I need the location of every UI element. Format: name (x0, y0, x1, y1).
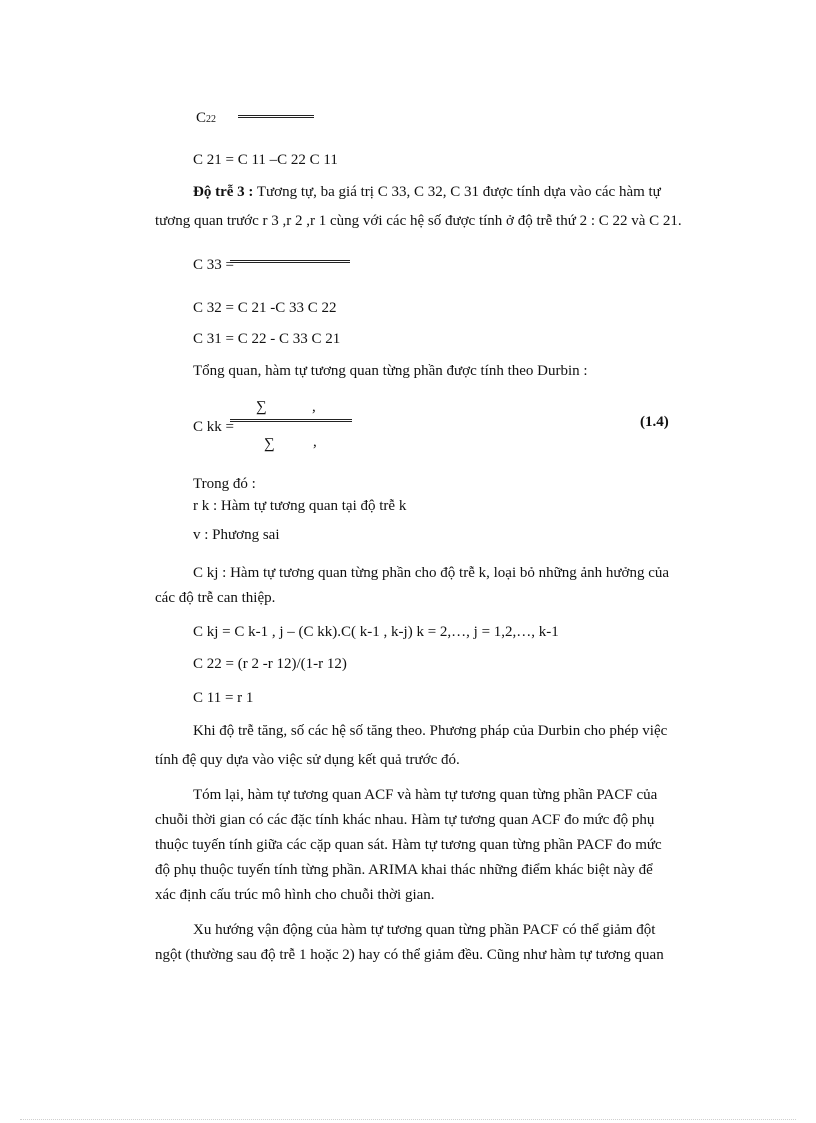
where-label: Trong đó : (193, 476, 256, 492)
paragraph1-line1: Khi độ trễ tăng, số các hệ số tăng theo. Phương pháp của Durbin cho phép việc (193, 723, 668, 739)
comma-denominator: , (313, 434, 317, 450)
eq-c11: C 11 = r 1 (193, 690, 254, 706)
eq-c22-label (196, 108, 216, 130)
definition-rk: r k : Hàm tự tương quan tại độ trễ k (193, 498, 407, 514)
sigma-denominator: ∑ (264, 436, 275, 452)
lag3-heading: Độ trễ 3 : (193, 184, 254, 200)
ckj-definition-line2: các độ trễ can thiệp. (155, 590, 276, 606)
lag3-paragraph-line1 (193, 182, 661, 202)
equation-number: (1.4) (640, 414, 669, 430)
paragraph2-line4: độ phụ thuộc tuyến tính từng phần. ARIMA khai thác những điểm khác biệt này để (155, 862, 653, 878)
eq-c21: C 21 = C 11 –C 22 C 11 (193, 152, 338, 168)
eq-c33-label: C 33 = (193, 257, 234, 273)
paragraph1-line2: tính đệ quy dựa vào việc sử dụng kết quả trước đó. (155, 752, 460, 768)
eq-c22-r: C 22 = (r 2 -r 12)/(1-r 12) (193, 656, 347, 672)
ckj-definition-line1: C kj : Hàm tự tương quan từng phần cho độ trễ k, loại bỏ những ảnh hưởng của (193, 565, 670, 581)
page-bottom-divider (20, 1119, 796, 1120)
paragraph2-line1: Tóm lại, hàm tự tương quan ACF và hàm tự tương quan từng phần PACF của (193, 787, 658, 803)
lag3-paragraph-line2: tương quan trước r 3 ,r 2 ,r 1 cùng với các hệ số được tính ở độ trễ thứ 2 : C 22 và C 21. (155, 213, 682, 229)
paragraph2-line2: chuỗi thời gian có các đặc tính khác nhau. Hàm tự tương quan ACF đo mức độ phụ (155, 812, 655, 828)
eq-c22-c: C (196, 110, 207, 126)
fraction-bar-c33 (230, 260, 350, 263)
lag3-text: Tương tự, ba giá trị C 33, C 32, C 31 được tính dựa vào các hàm tự (253, 184, 661, 200)
definition-v: v : Phương sai (193, 527, 280, 543)
sigma-numerator: ∑ (256, 399, 267, 415)
eq-c22-sub: 22 (206, 114, 217, 125)
eq-c32: C 32 = C 21 -C 33 C 22 (193, 300, 337, 316)
paragraph2-line5: xác định cấu trúc mô hình cho chuỗi thời gian. (155, 887, 435, 903)
eq-c31: C 31 = C 22 - C 33 C 21 (193, 331, 341, 347)
paragraph3-line1: Xu hướng vận động của hàm tự tương quan từng phần PACF có thể giảm đột (193, 922, 656, 938)
paragraph3-line2: ngột (thường sau độ trễ 1 hoặc 2) hay có thể giảm đều. Cũng như hàm tự tương quan (155, 947, 664, 963)
durbin-intro: Tổng quan, hàm tự tương quan từng phần được tính theo Durbin : (193, 363, 588, 379)
fraction-bar-c22 (238, 115, 314, 118)
eq-ckk-label: C kk = (193, 419, 234, 435)
eq-ckj: C kj = C k-1 , j – (C kk).C( k-1 , k-j) k = 2,…, j = 1,2,…, k-1 (193, 624, 559, 640)
fraction-bar-ckk (230, 419, 352, 422)
paragraph2-line3: thuộc tuyến tính giữa các cặp quan sát. Hàm tự tương quan từng phần PACF đo mức (155, 837, 662, 853)
comma-numerator: , (312, 399, 316, 415)
